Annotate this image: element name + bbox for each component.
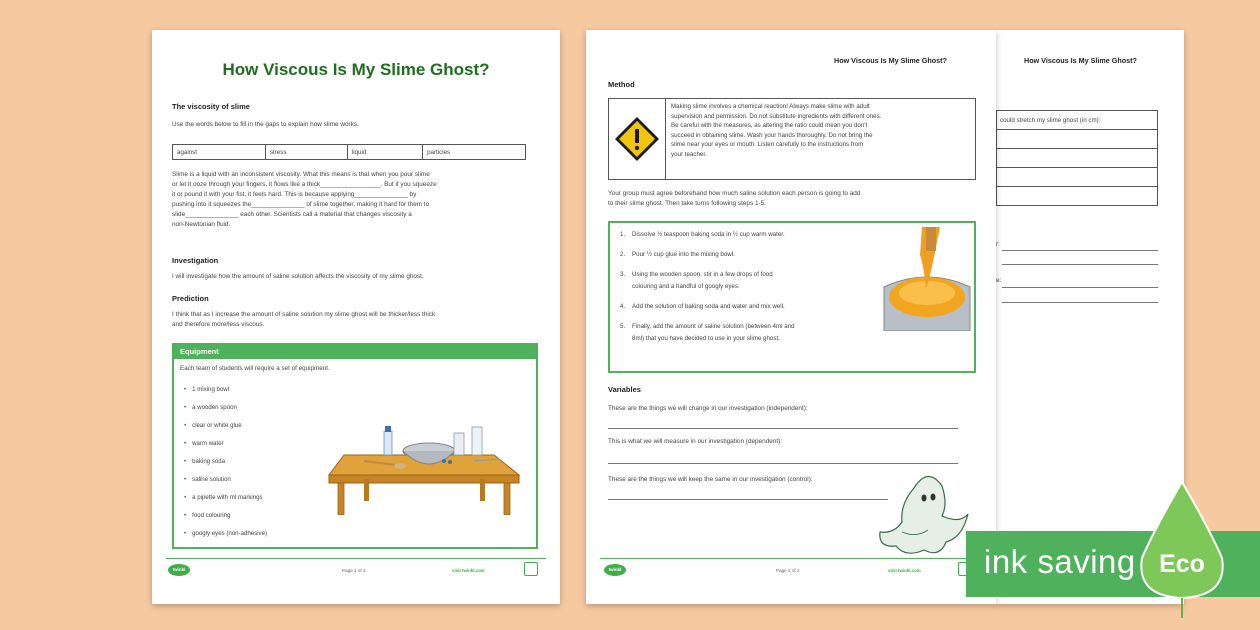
method-heading: Method bbox=[608, 80, 635, 89]
page-header: How Viscous Is My Slime Ghost? bbox=[1024, 56, 1137, 65]
worksheet-page-1 bbox=[152, 30, 560, 604]
table-cell bbox=[997, 149, 1158, 168]
list-item: • googly eyes (non-adhesive) bbox=[184, 525, 267, 543]
equipment-box bbox=[172, 343, 538, 549]
prediction-text bbox=[172, 310, 435, 330]
footer-divider bbox=[166, 558, 546, 559]
list-item: 2. Pour ½ cup glue into the mixing bowl. bbox=[620, 251, 735, 258]
answer-line bbox=[1002, 287, 1158, 288]
paragraph-line: pushing into it squeezes the_______________ of slime together, making it hard for them to bbox=[172, 201, 430, 208]
warning-icon bbox=[609, 99, 665, 179]
list-item: • a pipette with ml markings bbox=[184, 489, 267, 507]
twinkl-logo: twinkl bbox=[168, 564, 190, 576]
paragraph-line: non-Newtonian fluid. bbox=[172, 221, 231, 228]
investigation-heading: Investigation bbox=[172, 256, 219, 265]
footer-site: visit twinkl.com bbox=[452, 568, 485, 573]
list-item: • baking soda bbox=[184, 453, 267, 471]
word-bank-cell: particles bbox=[423, 145, 526, 160]
table-header-cell: could stretch my slime ghost (in cm): bbox=[997, 111, 1158, 130]
paragraph-line: it or pound it with your fist, it feels hard. This is because applying_______________ by bbox=[172, 191, 417, 198]
list-item: • saline solution bbox=[184, 471, 267, 489]
slime-paragraph bbox=[172, 170, 544, 230]
table-cell bbox=[997, 130, 1158, 149]
list-item: 4. Add the solution of baking soda and water and mix well. bbox=[620, 303, 785, 310]
seal-icon bbox=[524, 562, 538, 576]
group-instructions bbox=[608, 189, 988, 209]
list-item: 3. Using the wooden spoon, stir in a few drops of food colouring and a handful of googly eyes. bbox=[620, 271, 773, 290]
list-item: 1. Dissolve ½ teaspoon baking soda in ½ cup warm water. bbox=[620, 231, 785, 238]
list-item: • a wooden spoon bbox=[184, 399, 267, 417]
safety-box bbox=[608, 98, 976, 180]
ink-saving-label: ink saving bbox=[984, 543, 1136, 580]
page3-fragment: r: bbox=[996, 241, 1000, 248]
eco-leaf-icon bbox=[1136, 480, 1228, 620]
list-item: • clear or white glue bbox=[184, 417, 267, 435]
page3-fragment: e: bbox=[996, 277, 1002, 284]
twinkl-logo: twinkl bbox=[604, 564, 626, 576]
safety-line: succeed in obtaining slime. Wash your hands thoroughly. Do not bring the bbox=[671, 131, 873, 139]
equipment-heading: Equipment bbox=[174, 345, 536, 359]
group-line: to their slime ghost. Then take turns following steps 1-5. bbox=[608, 200, 766, 207]
slime-bowl-illustration bbox=[882, 227, 972, 331]
page-header: How Viscous Is My Slime Ghost? bbox=[834, 56, 947, 65]
page-number: Page 2 of 2 bbox=[776, 568, 800, 573]
eco-label: Eco bbox=[1159, 550, 1205, 578]
variables-heading: Variables bbox=[608, 385, 641, 394]
warning-cell bbox=[609, 99, 666, 179]
list-item: • warm water bbox=[184, 435, 267, 453]
answer-line bbox=[608, 463, 958, 464]
table-cell bbox=[997, 168, 1158, 187]
safety-line: your teacher. bbox=[671, 150, 707, 158]
answer-line bbox=[608, 428, 958, 429]
results-table bbox=[996, 110, 1158, 206]
paragraph-line: slide_______________ each other. Scientists call a material that changes viscosity a bbox=[172, 211, 412, 218]
ghost-illustration bbox=[876, 468, 976, 560]
page-number: Page 1 of 2 bbox=[342, 568, 366, 573]
group-line: Your group must agree beforehand how much saline solution each person is going to add bbox=[608, 190, 861, 197]
safety-line: supervision and permission. Do not substitute ingredients with different ones. bbox=[671, 112, 882, 120]
answer-line bbox=[1002, 250, 1158, 251]
word-bank-table bbox=[172, 144, 526, 160]
footer-site: visit twinkl.com bbox=[888, 568, 921, 573]
answer-line bbox=[1002, 264, 1158, 265]
equipment-table-illustration bbox=[324, 395, 524, 515]
safety-line: Be careful with the measures, as altering the ratio could mean you don't bbox=[671, 122, 868, 130]
prediction-heading: Prediction bbox=[172, 294, 209, 303]
footer-divider bbox=[600, 558, 982, 559]
safety-line: slime near your eyes or mouth. Listen carefully to the instructions from bbox=[671, 141, 864, 149]
method-steps bbox=[620, 229, 870, 353]
equipment-list bbox=[184, 381, 267, 543]
word-bank-cell: liquid bbox=[347, 145, 422, 160]
variable-prompt: These are the things we will keep the same in our investigation (control): bbox=[608, 476, 813, 483]
steps-box bbox=[608, 221, 976, 373]
word-bank-cell: stress bbox=[265, 145, 347, 160]
prediction-line: I think that as I increase the amount of saline solution my slime ghost will be thicker/less thick bbox=[172, 311, 436, 318]
worksheet-title: How Viscous Is My Slime Ghost? bbox=[222, 60, 490, 79]
viscosity-heading: The viscosity of slime bbox=[172, 102, 250, 111]
instructions-text: Use the words below to fill in the gaps to explain how slime works. bbox=[172, 121, 359, 128]
equipment-intro: Each team of students will require a set of equipment. bbox=[180, 365, 330, 372]
investigation-text: I will investigate how the amount of saline solution affects the viscosity of my slime ghost. bbox=[172, 273, 424, 280]
paragraph-line: or let it ooze through your fingers, it flows like a thick_________________. But if you squeeze bbox=[172, 181, 437, 188]
variable-prompt: This is what we will measure in our investigation (dependent): bbox=[608, 438, 783, 445]
prediction-line: and therefore more/less viscous. bbox=[172, 321, 265, 328]
list-item: • food colouring bbox=[184, 507, 267, 525]
safety-text bbox=[671, 102, 971, 160]
word-bank-cell: against bbox=[173, 145, 266, 160]
answer-line bbox=[1002, 302, 1158, 303]
table-cell bbox=[997, 187, 1158, 206]
paragraph-line: Slime is a liquid with an inconsistent viscosity. What this means is that when you pour slime bbox=[172, 171, 430, 178]
worksheet-page-2 bbox=[586, 30, 996, 604]
list-item: 5. Finally, add the amount of saline solution (between 4ml and 8ml) that you have decided to use in your slime ghost. bbox=[620, 323, 795, 342]
list-item: • 1 mixing bowl bbox=[184, 381, 267, 399]
safety-line: Making slime involves a chemical reaction! Always make slime with adult bbox=[671, 103, 870, 110]
answer-line bbox=[608, 499, 888, 500]
variable-prompt: These are the things we will change in our investigation (independent): bbox=[608, 405, 808, 412]
